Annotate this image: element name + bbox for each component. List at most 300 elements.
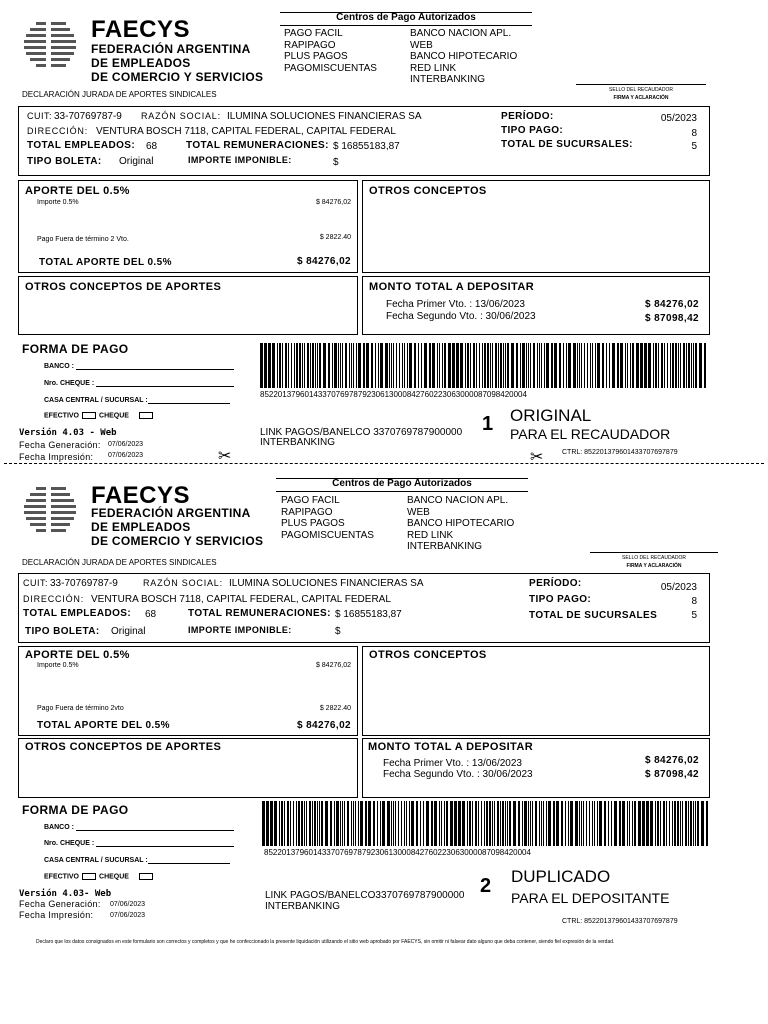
barcode-bar [342, 801, 343, 846]
barcode-bar [537, 343, 538, 388]
barcode-bar [469, 801, 471, 846]
monto1-value: $ 84276,02 [644, 299, 699, 310]
barcode-bar [479, 343, 480, 388]
barcode-bar [502, 801, 504, 846]
barcode-bar [414, 343, 416, 388]
cheque-nro-field[interactable]: Nro. CHEQUE : [44, 380, 234, 387]
barcode-icon [262, 801, 710, 846]
barcode-bar [530, 343, 531, 388]
barcode-bar [584, 343, 585, 388]
barcode-bar [336, 801, 339, 846]
monto2-value: $ 87098,42 [644, 313, 699, 324]
barcode-bar [334, 343, 337, 388]
barcode-bar [351, 801, 352, 846]
barcode-bar [360, 801, 363, 846]
barcode-bar [686, 343, 687, 388]
footer-disclaimer: Declaro que los datos consignados en este formulario son correctos y completos y que he confeccionado la presente liquidación utilizando el sitio web aprobado por FAECYS, sin omitir ni falsear dato alguno que deba contener, siendo fiel expresión de la verdad. [36, 939, 615, 945]
barcode-bar [262, 801, 265, 846]
barcode-bar [426, 801, 429, 846]
barcode-bar [614, 801, 617, 846]
barcode-bar [528, 343, 529, 388]
barcode-bar [678, 343, 679, 388]
barcode-bar [476, 343, 477, 388]
barcode-bar [597, 801, 598, 846]
barcode-bar [644, 343, 647, 388]
barcode-bar [611, 801, 612, 846]
barcode-bar [332, 343, 333, 388]
barcode-bar [577, 343, 578, 388]
barcode-bar [612, 343, 615, 388]
barcode-bar [450, 801, 453, 846]
barcode-bar [495, 343, 497, 388]
barcode-bar [371, 343, 373, 388]
tipo-pago-value: 8 [691, 128, 697, 139]
barcode-bar [661, 343, 663, 388]
monto-box: MONTO TOTAL A DEPOSITAR Fecha Primer Vto. : 13/06/2023 Fecha Segundo Vto. : 30/06/2023 $ 84276,02 $ 87098,42 [362, 276, 710, 335]
efectivo-checkbox[interactable] [82, 873, 96, 880]
barcode-bar [296, 343, 298, 388]
barcode-bar [432, 343, 435, 388]
barcode-bar [441, 801, 442, 846]
barcode-bar [407, 343, 408, 388]
version-label: Versión 4.03 - Web [19, 428, 117, 438]
barcode-bar [264, 343, 267, 388]
barcode-bar [543, 801, 544, 846]
barcode-bar [489, 801, 491, 846]
barcode-bar [404, 343, 405, 388]
barcode-bar [462, 801, 465, 846]
barcode-bar [541, 801, 542, 846]
cheque-checkbox[interactable] [139, 873, 153, 880]
barcode-bar [497, 801, 499, 846]
barcode-bar [448, 343, 451, 388]
barcode-bar [532, 801, 533, 846]
barcode-bar [617, 343, 619, 388]
barcode-bar [663, 801, 665, 846]
barcode-bar [498, 343, 499, 388]
barcode-bar [482, 343, 483, 388]
barcode-bar [516, 343, 518, 388]
barcode-bar [579, 343, 580, 388]
barcode-bar [688, 801, 689, 846]
barcode-bar [589, 801, 590, 846]
barcode-bar [500, 801, 501, 846]
barcode-bar [487, 343, 489, 388]
barcode-bar [509, 801, 511, 846]
barcode-bar [526, 343, 527, 388]
banco-field[interactable]: BANCO : [44, 363, 234, 370]
remuneraciones-value: $ 16855183,87 [333, 141, 400, 152]
barcode-bar [279, 801, 280, 846]
barcode-bar [579, 801, 580, 846]
forma-title: FORMA DE PAGO [22, 803, 129, 817]
barcode-bar [530, 801, 531, 846]
barcode-bar [672, 801, 673, 846]
barcode-bar [366, 343, 369, 388]
barcode-bar [680, 343, 681, 388]
barcode-bar [648, 343, 651, 388]
barcode-bar [304, 801, 305, 846]
barcode-bar [640, 343, 643, 388]
barcode-bar [270, 801, 273, 846]
barcode-bar [629, 801, 630, 846]
barcode-bar [309, 801, 311, 846]
barcode-bar [312, 343, 314, 388]
barcode-bar [699, 343, 702, 388]
barcode-bar [302, 343, 303, 388]
barcode-bar [321, 801, 323, 846]
centros-left: PAGO FACIL RAPIPAGO PLUS PAGOS PAGOMISCUENTAS [284, 28, 377, 74]
barcode-bar [293, 801, 294, 846]
info-box: CUIT: 33-70769787-9 RAZÓN SOCIAL: ILUMINA SOLUCIONES FINANCIERAS SA DIRECCIÓN: VENTURA BOSCH 7118, CAPITAL FEDERAL, CAPITAL FEDERAL TOTAL EMPLEADOS: 68 TOTAL REMUNERACIONES: $ 16855183,87 TIPO BOLETA: Original IMPORTE IMPONIBLE: $ PERÍODO: 05/2023 TIPO PAGO: 8 TOTAL DE SUCURSALES: 5 [18, 106, 710, 176]
barcode-bar [586, 801, 587, 846]
gen-date: 07/06/2023 [108, 441, 144, 448]
centros-right: BANCO NACION APL. WEB BANCO HIPOTECARIO RED LINK INTERBANKING [410, 28, 518, 85]
barcode-bar [358, 801, 359, 846]
barcode-bar [260, 343, 263, 388]
declaration-title: DECLARACIÓN JURADA DE APORTES SINDICALES [22, 90, 217, 99]
barcode-bar [365, 801, 367, 846]
barcode-bar [418, 343, 419, 388]
ctrl-code: CTRL: 852201379601433707697879 [562, 449, 678, 456]
barcode-bar [296, 801, 297, 846]
barcode-bar [695, 343, 697, 388]
barcode-bar [315, 343, 316, 388]
barcode-bar [314, 801, 316, 846]
barcode-bar [340, 343, 341, 388]
barcode-bar [351, 343, 352, 388]
barcode-bar [667, 343, 668, 388]
barcode-bar [492, 343, 493, 388]
barcode-bar [533, 343, 535, 388]
copy-subtitle: PARA EL DEPOSITANTE [511, 890, 670, 906]
sello-label: SELLO DEL RECAUDADOR [609, 87, 673, 93]
barcode-bar [650, 801, 653, 846]
direccion-value: VENTURA BOSCH 7118, CAPITAL FEDERAL, CAPITAL FEDERAL [96, 126, 396, 137]
barcode-bar [568, 801, 569, 846]
barcode-bar [310, 343, 311, 388]
barcode-bar [592, 343, 593, 388]
barcode-bar [301, 801, 303, 846]
scissors-icon: ✂ [530, 449, 544, 466]
barcode-bar [279, 343, 281, 388]
barcode-bar [627, 343, 628, 388]
barcode-bar [693, 343, 694, 388]
barcode-bar [393, 343, 394, 388]
barcode-bar [338, 343, 339, 388]
cheque-checkbox[interactable] [139, 412, 153, 419]
barcode-bar [290, 801, 291, 846]
barcode-bar [409, 343, 412, 388]
barcode-bar [583, 801, 584, 846]
barcode-bar [551, 343, 553, 388]
barcode-bar [664, 343, 665, 388]
barcode-bar [695, 801, 696, 846]
barcode-bar [421, 343, 422, 388]
aporte-box: APORTE DEL 0.5% Importe 0.5% $ 84276,02 Pago Fuera de término 2vto $ 2822.40 TOTAL APORTE DEL 0.5% $ 84276,02 [18, 646, 358, 736]
barcode-bar [697, 801, 699, 846]
barcode-bar [706, 801, 708, 846]
barcode-bar [625, 343, 626, 388]
barcode-bar [411, 801, 414, 846]
barcode-bar [317, 343, 318, 388]
faecys-logo-icon [22, 18, 84, 70]
barcode-bar [409, 801, 410, 846]
importe-value: $ 84276,02 [315, 199, 351, 206]
barcode-bar [306, 801, 307, 846]
barcode-bar [608, 801, 609, 846]
barcode-bar [424, 343, 427, 388]
barcode-bar [478, 801, 479, 846]
efectivo-checkbox[interactable] [82, 412, 96, 419]
barcode-bar [282, 343, 283, 388]
barcode-bar [325, 801, 328, 846]
barcode-bar [528, 801, 529, 846]
barcode-bar [522, 343, 525, 388]
barcode-bar [674, 801, 676, 846]
barcode-bar [387, 801, 390, 846]
barcode-bar [704, 343, 706, 388]
barcode-bar [353, 801, 354, 846]
otros-box: OTROS CONCEPTOS [362, 646, 710, 736]
barcode-bar [330, 801, 332, 846]
barcode-bar [319, 801, 320, 846]
barcode-bar [272, 343, 275, 388]
barcode-bar [288, 343, 289, 388]
info-box: CUIT: 33-70769787-9 RAZÓN SOCIAL: ILUMINA SOLUCIONES FINANCIERAS SA DIRECCIÓN: VENTURA BOSCH 7118, CAPITAL FEDERAL, CAPITAL FEDERAL TOTAL EMPLEADOS: 68 TOTAL REMUNERACIONES: $ 16855183,87 TIPO BOLETA: Original IMPORTE IMPONIBLE: $ PERÍODO: 05/2023 TIPO PAGO: 8 TOTAL DE SUCURSALES 5 [18, 573, 710, 643]
barcode-bar [632, 343, 634, 388]
barcode-bar [398, 801, 399, 846]
barcode-bar [307, 343, 309, 388]
faecys-logo-icon [22, 483, 84, 535]
ctrl-code: CTRL: 852201379601433707697879 [562, 918, 678, 925]
efectivo-cheque: EFECTIVO CHEQUE [44, 412, 156, 419]
barcode-bar [658, 343, 659, 388]
barcode-bar [546, 801, 547, 846]
barcode-bar [500, 343, 502, 388]
barcode-bar [653, 343, 654, 388]
barcode-bar [520, 343, 521, 388]
barcode-bar [442, 343, 443, 388]
banco-field[interactable]: BANCO : [44, 824, 234, 831]
barcode-bar [646, 801, 649, 846]
otros-aportes-box: OTROS CONCEPTOS DE APORTES [18, 738, 358, 798]
barcode-bar [391, 801, 392, 846]
barcode-bar [638, 801, 641, 846]
barcode-number: 852201379601433707697879230613000842760223063000087098420004 [260, 390, 527, 399]
imp-date: 07/06/2023 [108, 452, 144, 459]
barcode-bar [281, 801, 283, 846]
barcode-bar [345, 343, 347, 388]
barcode-bar [452, 343, 455, 388]
scissors-icon: ✂ [218, 448, 232, 465]
barcode-bar [597, 343, 600, 388]
barcode-bar [284, 801, 285, 846]
interbanking-label: INTERBANKING [260, 437, 336, 448]
casa-field[interactable]: CASA CENTRAL / SUCURSAL : [44, 857, 230, 864]
barcode-bar [559, 343, 561, 388]
brand-name: FAECYS [91, 482, 191, 509]
barcode-bar [594, 801, 595, 846]
sucursales-value: 5 [691, 141, 697, 152]
barcode-bar [382, 801, 385, 846]
barcode-bar [481, 801, 482, 846]
barcode-icon [260, 343, 710, 388]
barcode-bar [404, 801, 405, 846]
cuit-value: 33-70769787-9 [54, 111, 122, 122]
barcode-bar [544, 343, 545, 388]
barcode-bar [287, 801, 289, 846]
barcode-bar [575, 801, 578, 846]
barcode-bar [581, 343, 582, 388]
barcode-bar [444, 801, 445, 846]
federation-line-1: FEDERACIÓN ARGENTINA [91, 42, 251, 56]
barcode-bar [355, 801, 356, 846]
barcode-bar [619, 801, 621, 846]
barcode-bar [274, 801, 277, 846]
barcode-bar [541, 343, 542, 388]
barcode-bar [556, 801, 559, 846]
barcode-bar [323, 343, 326, 388]
barcode-bar [546, 343, 549, 388]
cuit-value: 33-70769787-9 [50, 578, 118, 589]
barcode-bar [304, 343, 305, 388]
barcode-bar [446, 801, 448, 846]
barcode-bar [636, 343, 639, 388]
barcode-bar [561, 801, 563, 846]
barcode-bar [385, 343, 388, 388]
barcode-bar [454, 801, 457, 846]
barcode-bar [399, 343, 400, 388]
barcode-bar [328, 343, 330, 388]
barcode-bar [680, 801, 681, 846]
barcode-bar [294, 343, 295, 388]
casa-field[interactable]: CASA CENTRAL / SUCURSAL : [44, 397, 230, 404]
barcode-bar [513, 801, 516, 846]
total-aporte-value: $ 84276,02 [296, 256, 351, 267]
empleados-value: 68 [146, 141, 158, 152]
barcode-bar [484, 801, 485, 846]
barcode-bar [677, 801, 679, 846]
forma-title: FORMA DE PAGO [22, 342, 129, 356]
cut-line [4, 463, 764, 464]
barcode-bar [277, 343, 278, 388]
barcode-bar [672, 343, 674, 388]
centros-left: PAGO FACIL RAPIPAGO PLUS PAGOS PAGOMISCUENTAS [281, 495, 374, 541]
barcode-bar [494, 801, 495, 846]
barcode-bar [465, 343, 466, 388]
aporte-box: APORTE DEL 0.5% Importe 0.5% $ 84276,02 Pago Fuera de término 2 Vto. $ 2822.40 TOTAL APORTE DEL 0.5% $ 84276,02 [18, 180, 358, 273]
barcode-bar [380, 343, 383, 388]
barcode-bar [401, 801, 402, 846]
barcode-bar [380, 801, 381, 846]
barcode-bar [406, 801, 407, 846]
barcode-bar [460, 343, 463, 388]
barcode-bar [539, 343, 540, 388]
barcode-bar [630, 343, 631, 388]
periodo-value: 05/2023 [660, 113, 697, 124]
barcode-bar [620, 343, 623, 388]
barcode-bar [701, 801, 704, 846]
barcode-bar [554, 343, 557, 388]
barcode-bar [568, 343, 571, 388]
barcode-bar [393, 801, 394, 846]
barcode-bar [475, 801, 477, 846]
copy-number: 2 [480, 875, 492, 897]
barcode-bar [395, 801, 396, 846]
barcode-bar [437, 343, 438, 388]
barcode-bar [655, 801, 656, 846]
barcode-bar [660, 801, 661, 846]
barcode-bar [347, 801, 349, 846]
barcode-bar [627, 801, 628, 846]
barcode-bar [373, 801, 375, 846]
barcode-bar [356, 343, 357, 388]
brand-name: FAECYS [91, 16, 191, 43]
barcode-bar [299, 343, 301, 388]
barcode-bar [691, 343, 692, 388]
barcode-bar [363, 343, 365, 388]
barcode-bar [553, 801, 555, 846]
copy-number: 1 [482, 413, 494, 435]
barcode-bar [669, 801, 670, 846]
barcode-bar [518, 801, 520, 846]
barcode-bar [285, 343, 287, 388]
barcode-bar [685, 801, 687, 846]
barcode-bar [524, 801, 527, 846]
barcode-bar [484, 343, 486, 388]
barcode-bar [420, 801, 421, 846]
barcode-bar [470, 343, 471, 388]
federation-line-2: DE EMPLEADOS [91, 56, 191, 70]
barcode-bar [353, 343, 354, 388]
barcode-bar [507, 343, 509, 388]
otros-box: OTROS CONCEPTOS [362, 180, 710, 273]
barcode-bar [587, 343, 588, 388]
imponible-value: $ [333, 157, 339, 168]
barcode-bar [349, 343, 350, 388]
barcode-bar [342, 343, 343, 388]
federation-line-3: DE COMERCIO Y SERVICIOS [91, 70, 264, 84]
barcode-bar [467, 343, 469, 388]
barcode-bar [581, 801, 582, 846]
barcode-bar [378, 343, 379, 388]
firma-label: FIRMA Y ACLARACIÓN [613, 95, 669, 101]
barcode-bar [592, 801, 593, 846]
barcode-bar [522, 801, 523, 846]
barcode-bar [298, 801, 300, 846]
barcode-bar [434, 801, 437, 846]
otros-aportes-box: OTROS CONCEPTOS DE APORTES [18, 276, 358, 335]
boleta-value: Original [119, 156, 154, 167]
barcode-bar [268, 343, 271, 388]
barcode-bar [507, 801, 508, 846]
cheque-nro-field[interactable]: Nro. CHEQUE : [44, 840, 234, 847]
barcode-bar [657, 801, 659, 846]
barcode-bar [573, 343, 576, 388]
barcode-bar [389, 343, 390, 388]
barcode-bar [690, 801, 692, 846]
barcode-bar [632, 801, 633, 846]
barcode-bar [456, 343, 459, 388]
barcode-bar [606, 343, 607, 388]
barcode-bar [312, 801, 313, 846]
barcode-bar [439, 343, 440, 388]
barcode-bar [344, 801, 345, 846]
barcode-bar [570, 801, 573, 846]
copy-title: ORIGINAL [510, 406, 592, 425]
razon-value: ILUMINA SOLUCIONES FINANCIERAS SA [227, 111, 422, 122]
